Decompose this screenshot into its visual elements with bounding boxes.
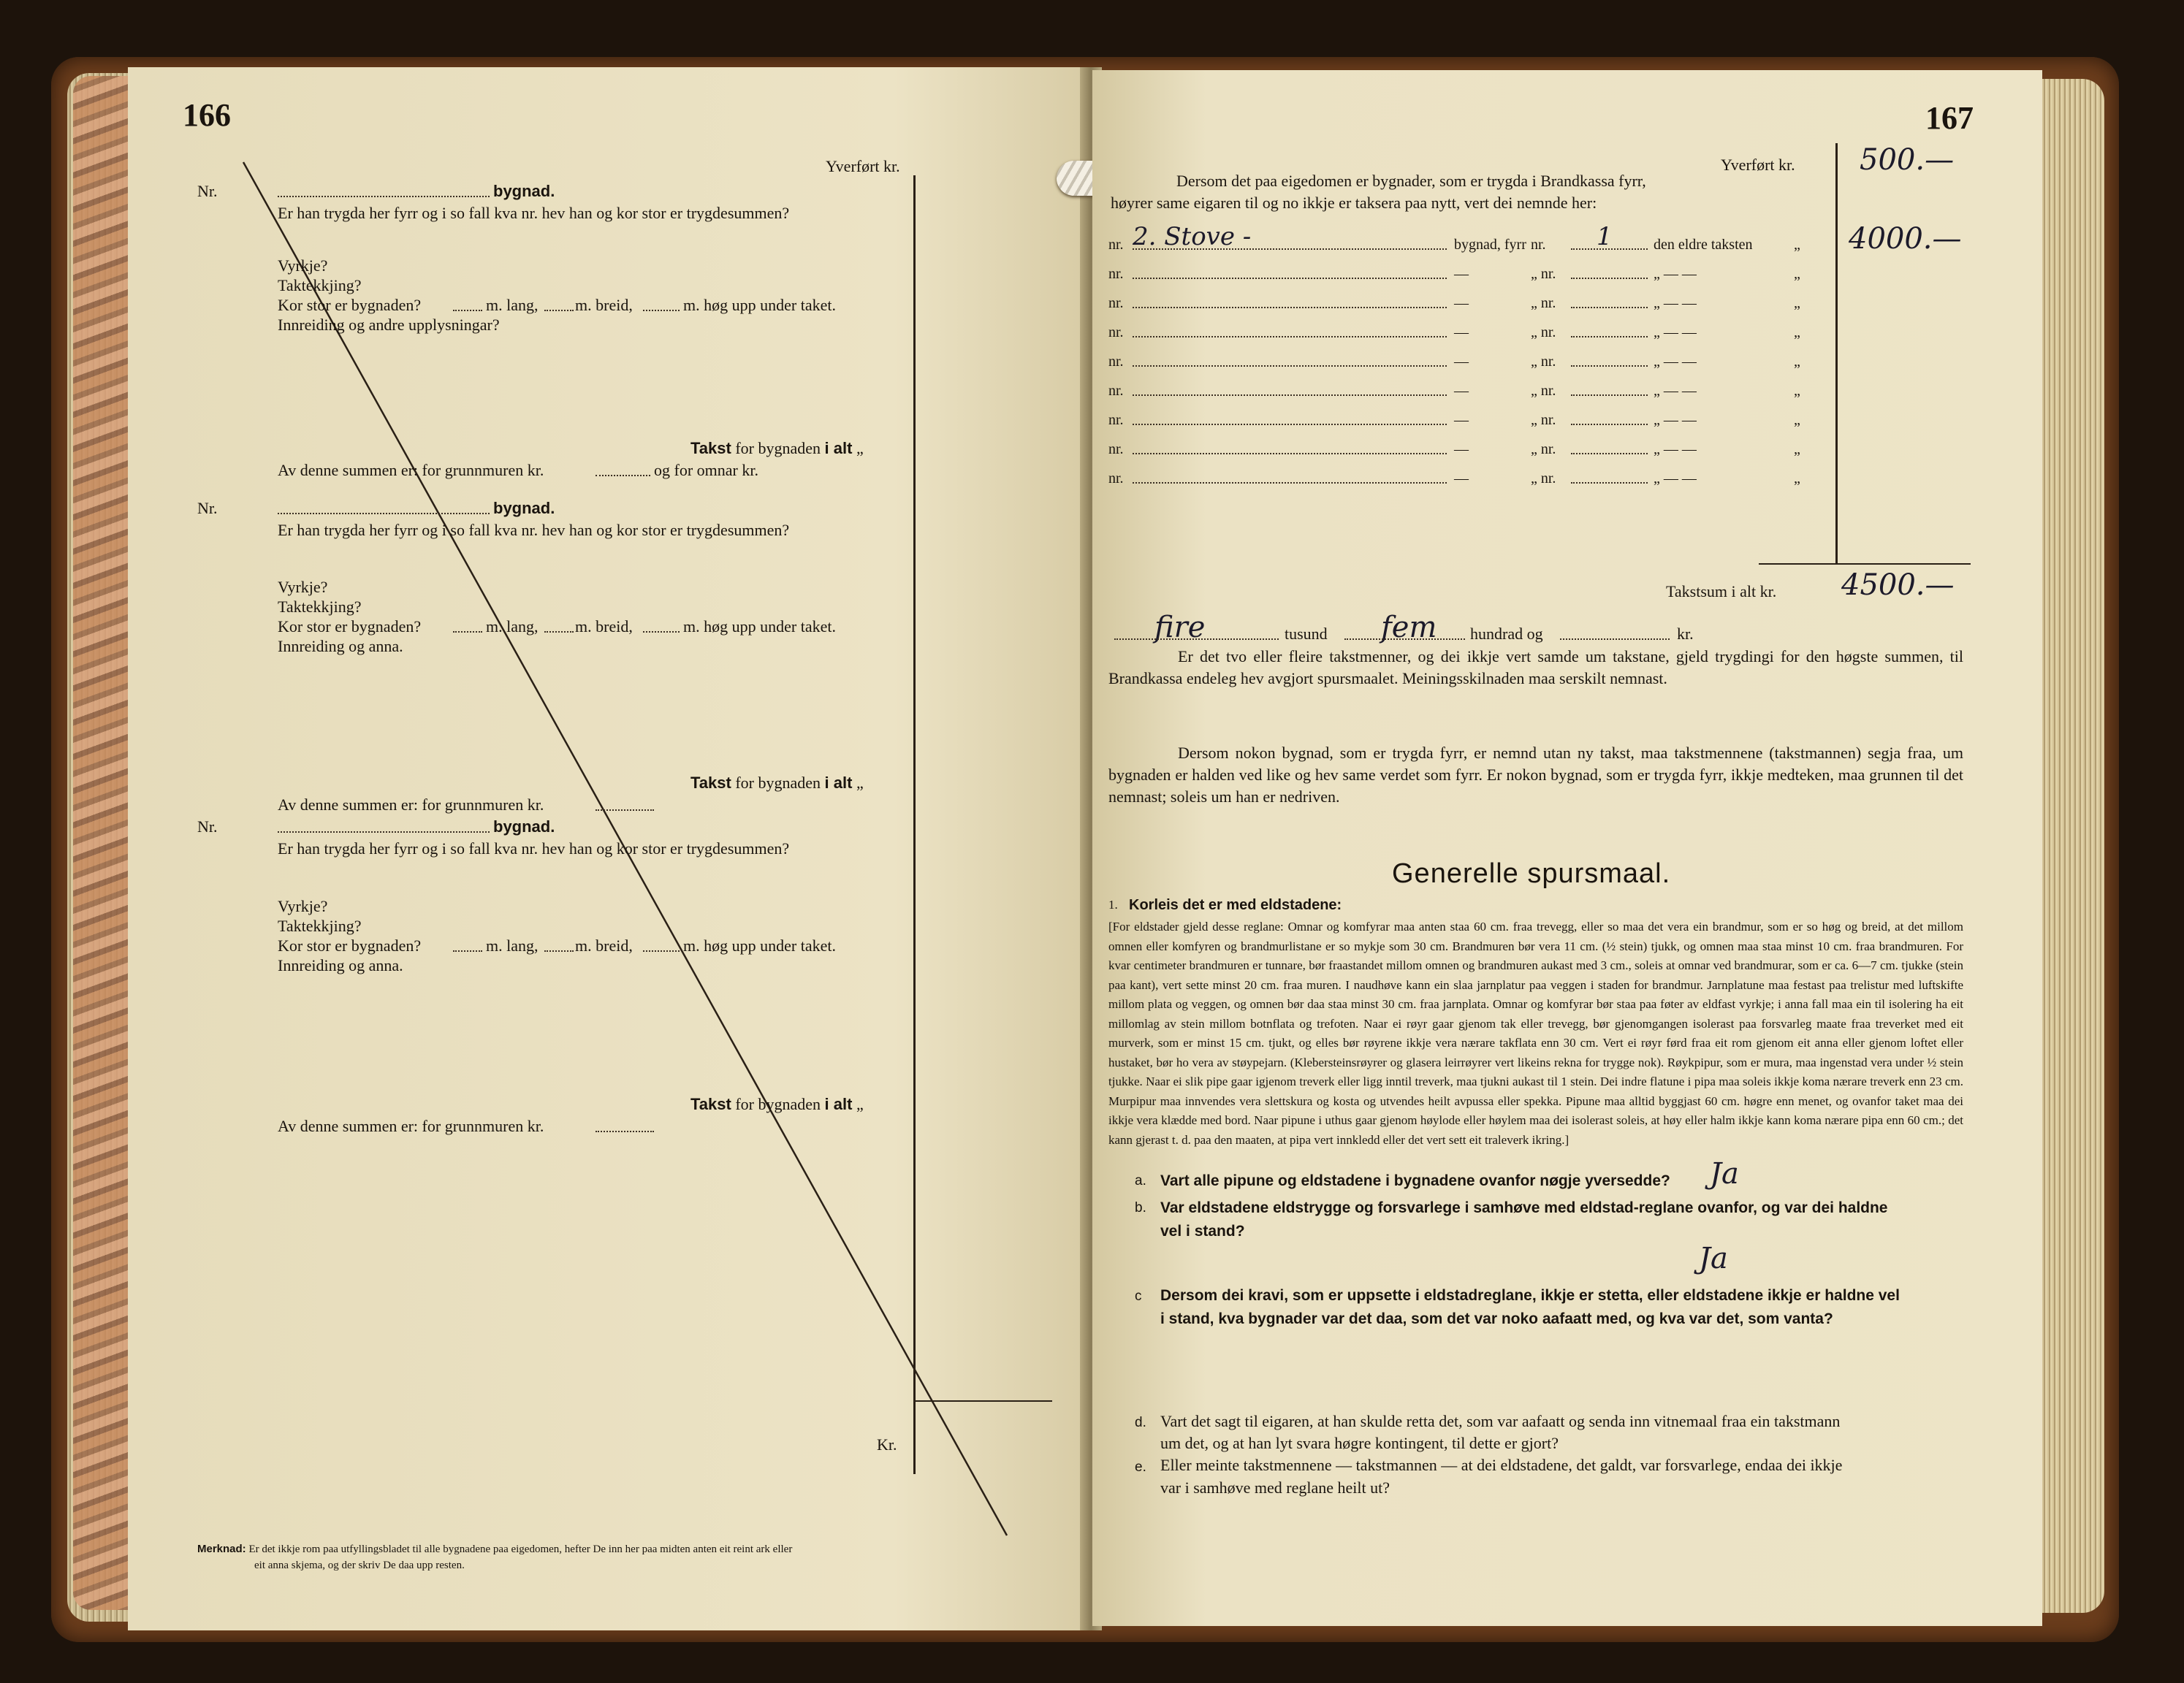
footnote-text-1: Er det ikkje rom paa utfyllingsbladet til alle bygnadene paa eigedomen, hefter De inn her paa midten anten eit reint ark eller (248, 1543, 793, 1555)
building-name-field (278, 831, 490, 833)
row-old-takst-label: „ — — (1654, 412, 1697, 428)
takst-label: Takst (690, 774, 731, 792)
takst-for-building: for bygnaden (735, 774, 821, 792)
row-prior-nr-label: „ nr. (1531, 412, 1556, 428)
qe-label: e. (1135, 1459, 1146, 1475)
ditto-mark: „ (856, 439, 864, 457)
qc-text-1: Dersom dei kravi, som er uppsette i eldstadreglane, ikkje er stetta, eller eldstadene ikkje er haldne vel (1160, 1287, 1900, 1304)
row-ditto-mark: „ (1794, 383, 1800, 399)
row-old-takst-label: den eldre taksten (1654, 237, 1753, 253)
height-field (643, 310, 680, 311)
foundation-label: Av denne summen er: for grunnmuren kr. (278, 795, 544, 814)
row-ditto-mark: „ (1794, 295, 1800, 311)
length-unit: m. lang, (486, 936, 539, 955)
insured-question: Er han trygda her fyrr og i so fall kva nr. hev han og kor stor er trygdesummen? (278, 839, 790, 858)
qc-text-2: i stand, kva bygnader var det daa, som det var noko aafaatt med, og kva var det, som vanta? (1160, 1310, 1833, 1327)
row-prior-nr-field (1571, 482, 1648, 484)
qa-text: Vart alle pipune og eldstadene i bygnadene ovanfor nøgje yversedde? (1160, 1172, 1670, 1189)
length-unit: m. lang, (486, 296, 539, 314)
row-nr-label: nr. (1108, 237, 1124, 253)
row-ditto-mark: „ (1794, 266, 1800, 282)
row-building-label: — (1454, 412, 1469, 428)
qd-text-1: Vart det sagt til eigaren, at han skulde retta det, som var aafaatt og senda inn vitnemaal fraa ein takstmann (1160, 1412, 1841, 1430)
thousands-label: tusund (1285, 625, 1328, 643)
total-label: Takstsum i alt kr. (1666, 582, 1777, 600)
height-unit: m. høg upp under taket. (683, 936, 836, 955)
row-building-label: — (1454, 324, 1469, 340)
row-nr-label: nr. (1108, 470, 1124, 486)
takst-total: i alt (824, 439, 853, 457)
row-building-label: — (1454, 266, 1469, 282)
ovens-label: og for omnar kr. (654, 461, 758, 479)
dispute-paragraph: Er det tvo eller fleire takstmenner, og dei ikkje vert samde um takstane, gjeld trygdingi for den høgste summen, til Brandkassa endeleg hev avgjort spursmaalet. Meiningsskilnaden maa serskilt nemnast. (1108, 647, 1963, 687)
row-old-takst-label: „ — — (1654, 441, 1697, 457)
q1-number: 1. (1108, 898, 1118, 912)
building-label: bygnad. (493, 817, 555, 836)
row-nr-label: nr. (1108, 354, 1124, 370)
interior-question: Innreiding og anna. (278, 637, 403, 655)
kr-label: Kr. (877, 1435, 897, 1454)
row-nr-label: nr. (1108, 295, 1124, 311)
size-question: Kor stor er bygnaden? (278, 617, 422, 636)
carried-forward-amount: 500.— (1860, 143, 1955, 177)
left-page (128, 67, 1085, 1630)
page-number: 166 (183, 97, 231, 133)
foundation-field (596, 475, 650, 476)
row-ditto-mark: „ (1794, 324, 1800, 340)
intro-line-2: høyrer same eigaren til og no ikkje er taksera paa nytt, vert dei nemnde her: (1111, 194, 1597, 212)
row-prior-nr-label: nr. (1531, 237, 1546, 253)
row-old-takst-label: „ — — (1654, 383, 1697, 399)
row-name-field (1133, 336, 1447, 337)
row-prior-nr-field (1571, 307, 1648, 308)
width-field (544, 631, 574, 633)
row-building-label: — (1454, 441, 1469, 457)
row-prior-nr-label: „ nr. (1531, 324, 1556, 340)
row-prior-nr: 1 (1597, 222, 1613, 251)
amount-words-thousands: fire (1154, 611, 1206, 644)
width-unit: m. breid, (575, 936, 633, 955)
row-old-takst-label: „ — — (1654, 324, 1697, 340)
row-building-label: — (1454, 470, 1469, 486)
building-name-field (278, 196, 490, 197)
material-question: Vyrkje? (278, 578, 328, 596)
row-ditto-mark: „ (1794, 412, 1800, 428)
page-edges-right (2037, 79, 2104, 1613)
row-building-label: — (1454, 295, 1469, 311)
foundation-field (596, 1131, 654, 1132)
interior-question: Innreiding og andre upplysningar? (278, 316, 500, 334)
total-amount: 4500.— (1841, 568, 1955, 602)
q1-title: Korleis det er med eldstadene: (1129, 897, 1342, 913)
nr-label: Nr. (197, 499, 218, 517)
hundreds-field (1344, 638, 1465, 640)
takst-label: Takst (690, 1095, 731, 1113)
height-unit: m. høg upp under taket. (683, 617, 836, 636)
length-field (453, 950, 482, 952)
row-prior-nr-field (1571, 453, 1648, 454)
qd-label: d. (1135, 1415, 1146, 1430)
row-ditto-mark: „ (1794, 441, 1800, 457)
row-name-field (1133, 453, 1447, 454)
row-prior-nr-field (1571, 336, 1648, 337)
row-prior-nr-field (1571, 278, 1648, 279)
hundreds-label: hundrad og (1470, 625, 1543, 643)
building-name-field (278, 513, 490, 514)
row-ditto-mark: „ (1794, 237, 1800, 253)
nr-label: Nr. (197, 182, 218, 200)
row-prior-nr-field (1571, 365, 1648, 367)
row-nr-label: nr. (1108, 412, 1124, 428)
height-field (643, 950, 680, 952)
takst-label: Takst (690, 439, 731, 457)
takst-for-building: for bygnaden (735, 1095, 821, 1113)
row-prior-nr-label: „ nr. (1531, 470, 1556, 486)
row-nr-label: nr. (1108, 324, 1124, 340)
row-prior-nr-field (1571, 424, 1648, 425)
row-prior-nr-label: „ nr. (1531, 266, 1556, 282)
row-building-name: 2. Stove - (1133, 222, 1252, 251)
row-name-field (1133, 424, 1447, 425)
qb-text-1: Var eldstadene eldstrygge og forsvarlege i samhøve med eldstad-reglane ovanfor, og var dei haldne (1160, 1199, 1888, 1216)
footnote-label: Merknad: (197, 1543, 246, 1555)
qc-label: c (1135, 1289, 1142, 1304)
takst-total: i alt (824, 774, 853, 792)
size-question: Kor stor er bygnaden? (278, 296, 422, 314)
qe-text-2: var i samhøve med reglane heilt ut? (1160, 1478, 1390, 1497)
nr-label: Nr. (197, 817, 218, 836)
row-name-field (1133, 365, 1447, 367)
row-old-takst-label: „ — — (1654, 470, 1697, 486)
insured-question: Er han trygda her fyrr og i so fall kva nr. hev han og kor stor er trygdesummen? (278, 521, 790, 539)
material-question: Vyrkje? (278, 256, 328, 275)
length-field (453, 631, 482, 633)
total-line (1759, 563, 1971, 565)
row-prior-nr-label: „ nr. (1531, 441, 1556, 457)
footnote (197, 1541, 1045, 1573)
size-question: Kor stor er bygnaden? (278, 936, 422, 955)
row-building-label: — (1454, 383, 1469, 399)
width-field (544, 310, 574, 311)
foundation-label: Av denne summen er: for grunnmuren kr. (278, 461, 544, 479)
takst-total: i alt (824, 1095, 853, 1113)
row-nr-label: nr. (1108, 383, 1124, 399)
kr-label: kr. (1677, 625, 1694, 643)
general-questions-heading: Generelle spursmaal. (1392, 858, 1671, 889)
qa-label: a. (1135, 1173, 1146, 1188)
qb-label: b. (1135, 1200, 1146, 1216)
row-name-field (1133, 278, 1447, 279)
building-label: bygnad. (493, 499, 555, 517)
qd-text-2: um det, og at han lyt svara høgre kontingent, til dette er gjort? (1160, 1434, 1559, 1452)
width-field (544, 950, 574, 952)
length-field (453, 310, 482, 311)
takst-for-building: for bygnaden (735, 439, 821, 457)
row-building-label: bygnad, fyrr (1454, 237, 1526, 253)
row-name-field (1133, 394, 1447, 396)
building-label: bygnad. (493, 182, 555, 200)
width-unit: m. breid, (575, 296, 633, 314)
height-field (643, 631, 680, 633)
material-question: Vyrkje? (278, 897, 328, 915)
row-name-field (1133, 482, 1447, 484)
roofing-question: Taktekkjing? (278, 917, 362, 935)
row-prior-nr-label: „ nr. (1531, 295, 1556, 311)
fireplace-regulations: [For eldstader gjeld desse reglane: Omnar og komfyrar maa anten staa 60 cm. fraa trevegg, eller so maa det vera ein brandmur, som er so høg og breid, at det millom omnen eller komfyren og brandmurlistane er so mykje som 30 cm. Brandmuren bør vera 11 cm. (½ stein) tjukk, og omnen maa staa minst 10 cm. fraa brandmuren. For kvar centimeter brandmuren er tunnare, bør fraastandet millom omnen og brandmuren aukast med 3 cm., soleis at omnar ved brandmurar, som er ca. 6—7 cm. tjukke (stein paa kant), vert sette minst 20 cm. fraa muren. I naudhøve kann ein slaa jarnplatur paa veggen i staden for brandmur. Jarnplatune maa festast paa trelistur med luftskifte millom plata og veggen, og omnen bør daa staa minst 30 cm. fraa jarnplata. Omnar og komfyrar bør staa paa føter av eldfast vyrkje; i anna fall maa ein til isolering ha eit millomlag av stein millom botnflata og trefoten. Naar ei røyr gaar gjenom tak eller trevegg, bør gjenomgangen isolerast paa forsvarleg maate fraa treverket med eit murverk, som er minst 15 cm. tjukt, og elles bør røyrene ikkje vera nærare takflata enn 30 cm. Vert ei røyr førd fraa eit rom gjenom eit anna eller gjenom loftet eller hustaket, bør ho vera av støypejarn. (Klebersteinsrøyrer og glasera leirrøyrer vert likeins rekna for trygge nok). Røykpipur, som er mura, maa ingenstad vera under ½ stein tjukke. Naar ei slik pipe gaar igjenom treverk eller ligg inntil treverk, maa tjukni aukast til 1 stein. Dei indre flatune i pipa maa soleis ikkje koma nærare treverk enn 23 cm. Murpipur maa innvendes vera slettskura og kosta og utvendes heilt avpussa eller spekka. Pipune maa alltid byggjast 60 cm. høgre enn menet, og ovanfor taket maa dei ikkje vera klædde med bord. Naar pipune i uthus gaar gjenom høylode eller høylem maa dei isolerast soleis, at høy eller halm ikkje kann koma nærare pipa enn 60 cm.; det kann gjerast t. d. paa den maaten, at pipa vert innkledd eller det vert sett eit traleverk ikring.] (1108, 920, 1963, 1147)
row-prior-nr-field (1571, 394, 1648, 396)
page-number: 167 (1925, 100, 1974, 136)
ditto-mark: „ (856, 1095, 864, 1113)
row-name-field (1133, 307, 1447, 308)
footnote-text-2: eit anna skjema, og der skriv De daa upp resten. (254, 1560, 465, 1571)
width-unit: m. breid, (575, 617, 633, 636)
row-old-takst-label: „ — — (1654, 266, 1697, 282)
row-building-label: — (1454, 354, 1469, 370)
row-ditto-mark: „ (1794, 354, 1800, 370)
row-ditto-mark: „ (1794, 470, 1800, 486)
row-prior-nr-label: „ nr. (1531, 383, 1556, 399)
height-unit: m. høg upp under taket. (683, 296, 836, 314)
carried-forward-label: Yverført kr. (826, 157, 900, 175)
row-nr-label: nr. (1108, 266, 1124, 282)
foundation-label: Av denne summen er: for grunnmuren kr. (278, 1117, 544, 1135)
qb-answer: Ja (1699, 1242, 1728, 1275)
amount-column-line (1835, 143, 1838, 563)
row-old-takst-label: „ — — (1654, 354, 1697, 370)
foundation-field (596, 809, 654, 811)
row-nr-label: nr. (1108, 441, 1124, 457)
qa-answer: Ja (1710, 1157, 1739, 1191)
row-amount: 4000.— (1849, 222, 1962, 256)
kr-field (1560, 638, 1670, 640)
carried-forward-label: Yverført kr. (1721, 156, 1795, 174)
amount-words-hundreds: fem (1381, 611, 1437, 644)
roofing-question: Taktekkjing? (278, 598, 362, 616)
roofing-question: Taktekkjing? (278, 276, 362, 294)
qb-text-2: vel i stand? (1160, 1223, 1245, 1240)
length-unit: m. lang, (486, 617, 539, 636)
qe-text-1: Eller meinte takstmennene — takstmannen — at dei eldstadene, det galdt, var forsvarlege, endaa dei ikkje (1160, 1456, 1843, 1474)
nontakst-paragraph: Dersom nokon bygnad, som er trygda fyrr, er nemnd utan ny takst, maa takstmennene (takstmannen) segja fraa, um bygnaden er halden ved like og hev same verdet som fyrr. Er nokon bygnad, som er trygda fyrr, ikkje medteken, maa grunnen til det nemnast; soleis um han er nedriven. (1108, 744, 1963, 806)
insured-question: Er han trygda her fyrr og i so fall kva nr. hev han og kor stor er trygdesummen? (278, 204, 790, 222)
row-prior-nr-label: „ nr. (1531, 354, 1556, 370)
intro-line-1: Dersom det paa eigedomen er bygnader, som er trygda i Brandkassa fyrr, (1176, 172, 1646, 190)
thousands-field (1114, 638, 1279, 640)
ditto-mark: „ (856, 774, 864, 792)
interior-question: Innreiding og anna. (278, 956, 403, 974)
right-page (1092, 70, 2042, 1626)
row-old-takst-label: „ — — (1654, 295, 1697, 311)
